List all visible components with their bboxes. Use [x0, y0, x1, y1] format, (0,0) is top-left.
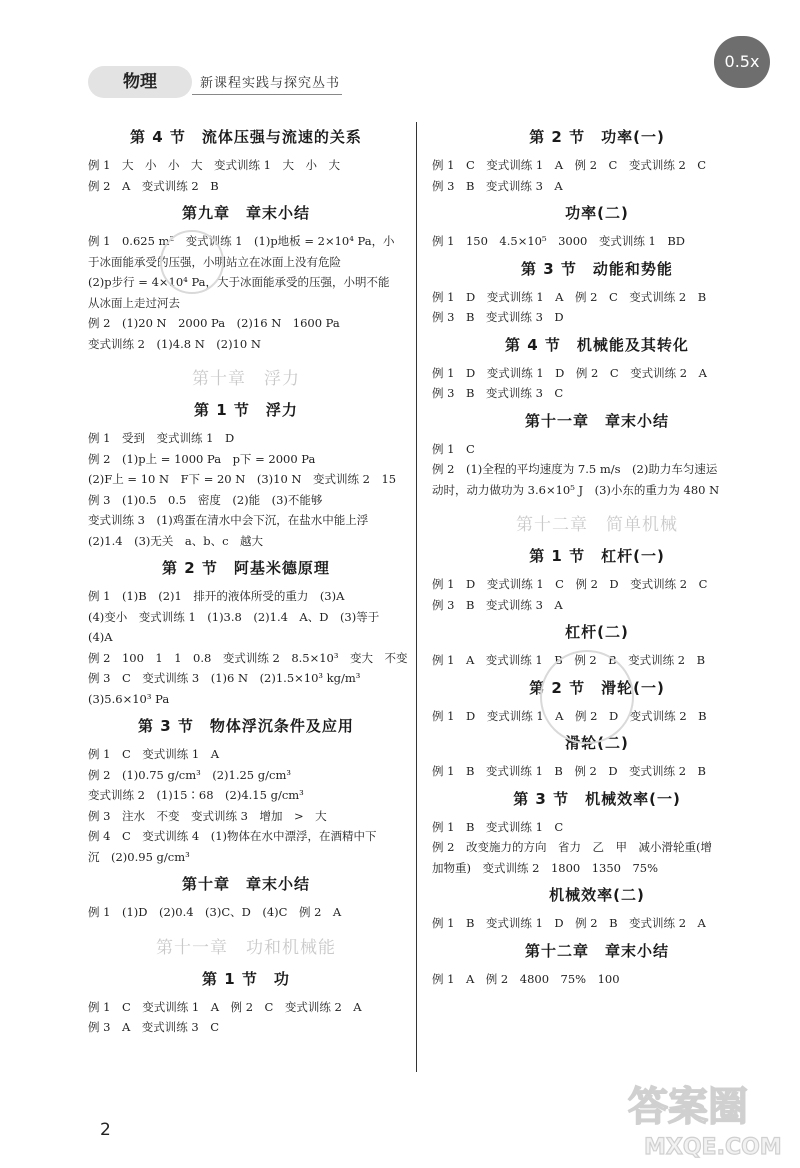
- section-title: 第 2 节 阿基米德原理: [162, 559, 330, 577]
- answer-line: 例 2 (1)0.75 g/cm³ (2)1.25 g/cm³: [88, 767, 291, 782]
- section-title: 滑轮(二): [565, 734, 629, 752]
- answer-line: 例 1 C: [432, 441, 475, 456]
- section-title: 杠杆(二): [565, 623, 629, 641]
- answer-line: 例 1 C 变式训练 1 A 例 2 C 变式训练 2 A: [88, 999, 362, 1014]
- answer-line: 例 2 (1)20 N 2000 Pa (2)16 N 1600 Pa: [88, 316, 340, 330]
- answer-line: (4)变小 变式训练 1 (1)3.8 (2)1.4 A、D (3)等于: [88, 609, 380, 624]
- page-header: [88, 66, 348, 100]
- section-title: 第 1 节 杠杆(一): [529, 547, 665, 565]
- answer-line: (2)F上 = 10 N F下 = 20 N (3)10 N 变式训练 2 15: [88, 472, 397, 486]
- answer-line: 例 1 D 变式训练 1 A 例 2 C 变式训练 2 B: [432, 289, 707, 304]
- column-divider: [416, 122, 417, 1072]
- answer-line: 例 2 A 变式训练 2 B: [88, 178, 219, 193]
- answer-line: 动时，动力做功为 3.6×10⁵ J (3)小东的重力为 480 N: [432, 482, 720, 497]
- answer-line: 例 3 B 变式训练 3 C: [432, 386, 564, 400]
- section-title: 第 1 节 浮力: [194, 401, 298, 419]
- answer-line: 例 1 受到 变式训练 1 D: [88, 431, 235, 445]
- section-title: 第 4 节 流体压强与流速的关系: [130, 128, 362, 146]
- subject-label: 物理: [88, 66, 192, 98]
- answer-line: 例 4 C 变式训练 4 (1)物体在水中漂浮，在酒精中下: [88, 829, 377, 843]
- watermark-subtext: MXQE.COM: [644, 1135, 782, 1160]
- chapter-title: 第十一章 功和机械能: [156, 937, 336, 958]
- answer-line: 例 1 B 变式训练 1 B 例 2 D 变式训练 2 B: [432, 764, 706, 778]
- answer-line: 例 1 C 变式训练 1 A: [88, 747, 220, 761]
- section-title: 第 4 节 机械能及其转化: [505, 335, 689, 354]
- answer-line: (4)A: [88, 630, 113, 644]
- faint-stamp-circle: [540, 650, 634, 744]
- section-title: 第九章 章末小结: [181, 204, 310, 222]
- answer-line: 例 3 B 变式训练 3 A: [432, 597, 563, 612]
- answer-line: 例 1 B 变式训练 1 D 例 2 B 变式训练 2 A: [432, 916, 706, 930]
- section-title: 第 3 节 动能和势能: [521, 259, 673, 278]
- answer-line: 加物重) 变式训练 2 1800 1350 75%: [432, 860, 659, 875]
- watermark-text: 答案圈: [628, 1084, 748, 1130]
- answer-line: 例 3 B 变式训练 3 D: [432, 310, 564, 324]
- answer-line: 变式训练 3 (1)鸡蛋在清水中会下沉，在盐水中能上浮: [88, 513, 369, 527]
- answer-line: 例 2 改变施力的方向 省力 乙 甲 减小滑轮重(增: [432, 840, 712, 854]
- answer-line: 例 3 A 变式训练 3 C: [88, 1020, 220, 1034]
- section-title: 第十章 章末小结: [181, 875, 310, 893]
- answer-line: (2)1.4 (3)无关 a、b、c 越大: [88, 533, 264, 548]
- section-title: 第十一章 章末小结: [524, 411, 669, 430]
- section-title: 第 1 节 功: [202, 969, 290, 988]
- faint-stamp-circle: [160, 230, 224, 294]
- answer-line: 例 3 C 变式训练 3 (1)6 N (2)1.5×10³ kg/m³: [88, 671, 361, 685]
- chapter-title: 第十二章 简单机械: [516, 515, 678, 535]
- answer-line: 例 1 A 例 2 4800 75% 100: [432, 971, 620, 986]
- answer-line: 例 1 (1)D (2)0.4 (3)C、D (4)C 例 2 A: [88, 905, 342, 919]
- answer-line: 例 2 (1)全程的平均速度为 7.5 m/s (2)助力车匀速运: [432, 462, 718, 476]
- section-title: 机械效率(二): [549, 886, 645, 904]
- section-title: 第 3 节 物体浮沉条件及应用: [138, 717, 354, 735]
- section-title: 功率(二): [565, 204, 629, 222]
- zoom-level-button[interactable]: 0.5x: [714, 36, 770, 88]
- page-number: 2: [100, 1120, 111, 1140]
- answer-line: 例 1 大 小 小 大 变式训练 1 大 小 大: [88, 158, 340, 172]
- answer-line: 例 1 150 4.5×10⁵ 3000 变式训练 1 BD: [432, 234, 685, 248]
- answer-line: 例 1 0.625 m² 变式训练 1 (1)p地板 = 2×10⁴ Pa，小: [88, 234, 395, 248]
- answer-line: 从冰面上走过河去: [88, 295, 180, 310]
- answer-line: 例 3 注水 不变 变式训练 3 增加 > 大: [88, 808, 327, 823]
- right-column: [432, 120, 762, 989]
- left-column: [88, 120, 408, 1038]
- watermark-logo: [620, 1072, 790, 1162]
- chapter-title: 第十章 浮力: [192, 369, 300, 389]
- answer-line: (2)p步行 = 4×10⁴ Pa，大于冰面能承受的压强，小明不能: [88, 275, 390, 289]
- answer-line: 例 1 A 变式训练 1 B 例 2 B 变式训练 2 B: [432, 653, 706, 667]
- answer-line: 沉 (2)0.95 g/cm³: [88, 849, 190, 864]
- answer-line: 于冰面能承受的压强，小明站立在冰面上没有危险: [88, 254, 341, 269]
- answer-line: 例 1 B 变式训练 1 C: [432, 819, 564, 834]
- section-title: 第 2 节 功率(一): [529, 128, 665, 146]
- series-title: 新课程实践与探究丛书: [200, 76, 341, 91]
- answer-line: 例 3 (1)0.5 0.5 密度 (2)能 (3)不能够: [88, 492, 323, 507]
- header-rule: [192, 94, 342, 95]
- answer-line: 例 1 D 变式训练 1 C 例 2 D 变式训练 2 C: [432, 577, 708, 591]
- answer-line: (3)5.6×10³ Pa: [88, 691, 170, 706]
- section-title: 第十二章 章末小结: [524, 941, 669, 960]
- answer-line: 例 1 C 变式训练 1 A 例 2 C 变式训练 2 C: [432, 158, 707, 172]
- answer-line: 变式训练 2 (1)4.8 N (2)10 N: [88, 336, 261, 351]
- answer-line: 变式训练 2 (1)15∶68 (2)4.15 g/cm³: [88, 788, 304, 802]
- section-title: 第 3 节 机械效率(一): [513, 789, 681, 808]
- answer-line: 例 1 D 变式训练 1 A 例 2 D 变式训练 2 B: [432, 708, 707, 723]
- answer-line: 例 1 D 变式训练 1 D 例 2 C 变式训练 2 A: [432, 365, 707, 380]
- answer-line: 例 2 100 1 1 0.8 变式训练 2 8.5×10³ 变大 不变: [88, 650, 408, 665]
- answer-line: 例 1 (1)B (2)1 排开的液体所受的重力 (3)A: [88, 589, 345, 603]
- answer-line: 例 2 (1)p上 = 1000 Pa p下 = 2000 Pa: [88, 451, 316, 466]
- section-title: 第 2 节 滑轮(一): [529, 678, 665, 697]
- answer-line: 例 3 B 变式训练 3 A: [432, 178, 563, 193]
